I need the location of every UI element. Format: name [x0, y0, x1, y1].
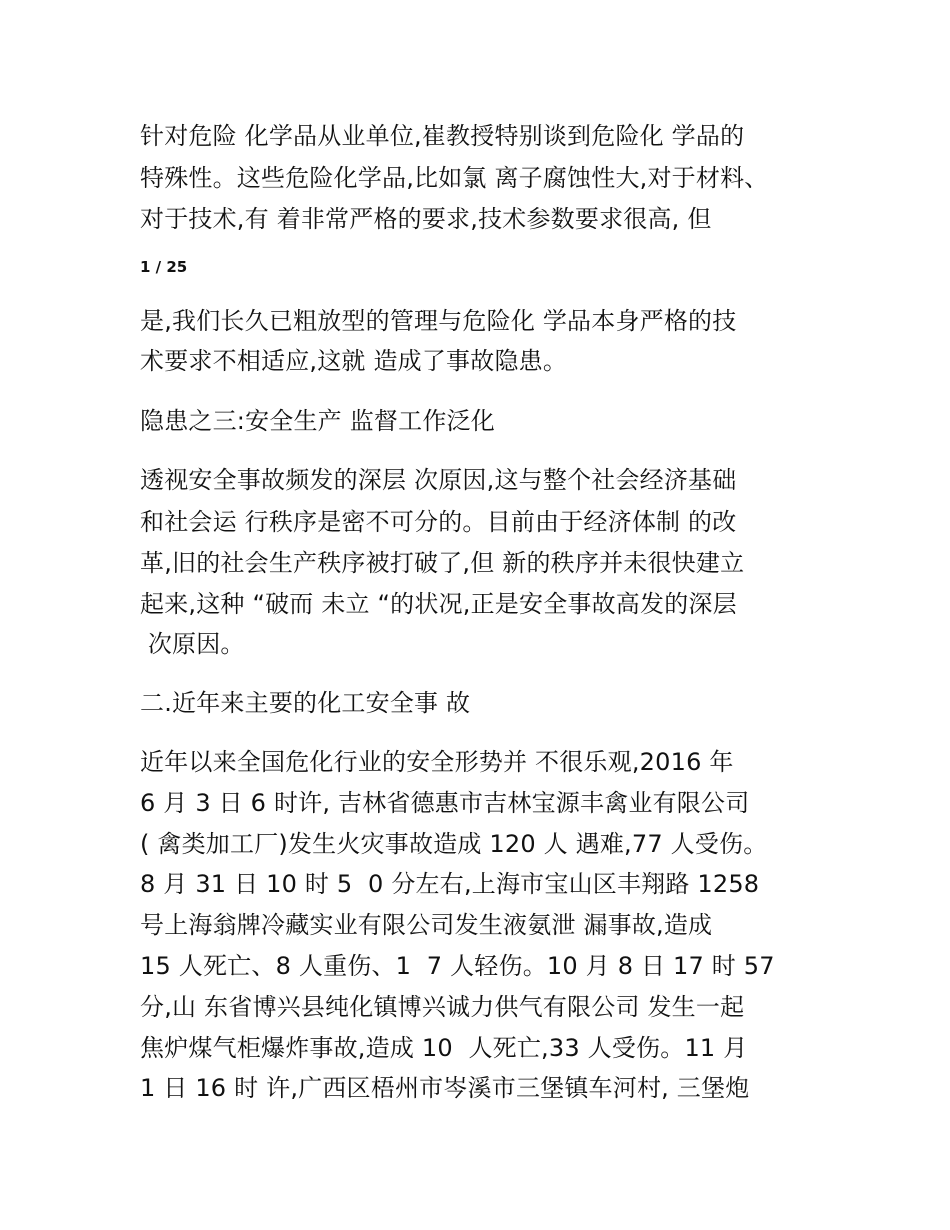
paragraph-line: 革,旧的社会生产秩序被打破了,但 新的秩序并未很快建立	[140, 549, 745, 577]
section-heading: 二.近年来主要的化工安全事 故	[140, 689, 471, 717]
paragraph-line: 分,山 东省博兴县纯化镇博兴诚力供气有限公司 发生一起	[140, 993, 745, 1021]
paragraph-line: 特殊性。这些危险化学品,比如氯 离子腐蚀性大,对于材料、	[140, 164, 769, 192]
paragraph-line: 对于技术,有 着非常严格的要求,技术参数要求很高, 但	[140, 205, 712, 233]
paragraph-line: 和社会运 行秩序是密不可分的。目前由于经济体制 的改	[140, 508, 737, 536]
section-heading: 隐患之三:安全生产 监督工作泛化	[140, 407, 495, 435]
paragraph-line: 针对危险 化学品从业单位,崔教授特别谈到危险化 学品的	[140, 122, 745, 150]
paragraph-line: 6 月 3 日 6 时许, 吉林省德惠市吉林宝源丰禽业有限公司	[140, 789, 750, 817]
paragraph-line: 起来,这种 “破而 未立 “的状况,正是安全事故高发的深层	[140, 590, 737, 618]
paragraph-line: ( 禽类加工厂)发生火灾事故造成 120 人 遇难,77 人受伤。	[140, 830, 768, 858]
paragraph-line: 术要求不相适应,这就 造成了事故隐患。	[140, 347, 568, 375]
paragraph-line: 是,我们长久已粗放型的管理与危险化 学品本身严格的技	[140, 307, 737, 335]
paragraph-line: 焦炉煤气柜爆炸事故,造成 10 人死亡,33 人受伤。11 月	[140, 1034, 748, 1062]
paragraph-line: 号上海翁牌冷藏实业有限公司发生液氨泄 漏事故,造成	[140, 911, 713, 939]
paragraph-line: 15 人死亡、8 人重伤、1 7 人轻伤。10 月 8 日 17 时 57	[140, 952, 775, 980]
paragraph-line: 8 月 31 日 10 时 5 0 分左右,上海市宝山区丰翔路 1258	[140, 870, 760, 898]
page-number: 1 / 25	[140, 258, 188, 276]
paragraph-line: 次原因。	[140, 630, 245, 658]
paragraph-line: 1 日 16 时 许,广西区梧州市岑溪市三堡镇车河村, 三堡炮	[140, 1074, 750, 1102]
paragraph-line: 透视安全事故频发的深层 次原因,这与整个社会经济基础	[140, 466, 737, 494]
paragraph-line: 近年以来全国危化行业的安全形势并 不很乐观,2016 年	[140, 748, 734, 776]
